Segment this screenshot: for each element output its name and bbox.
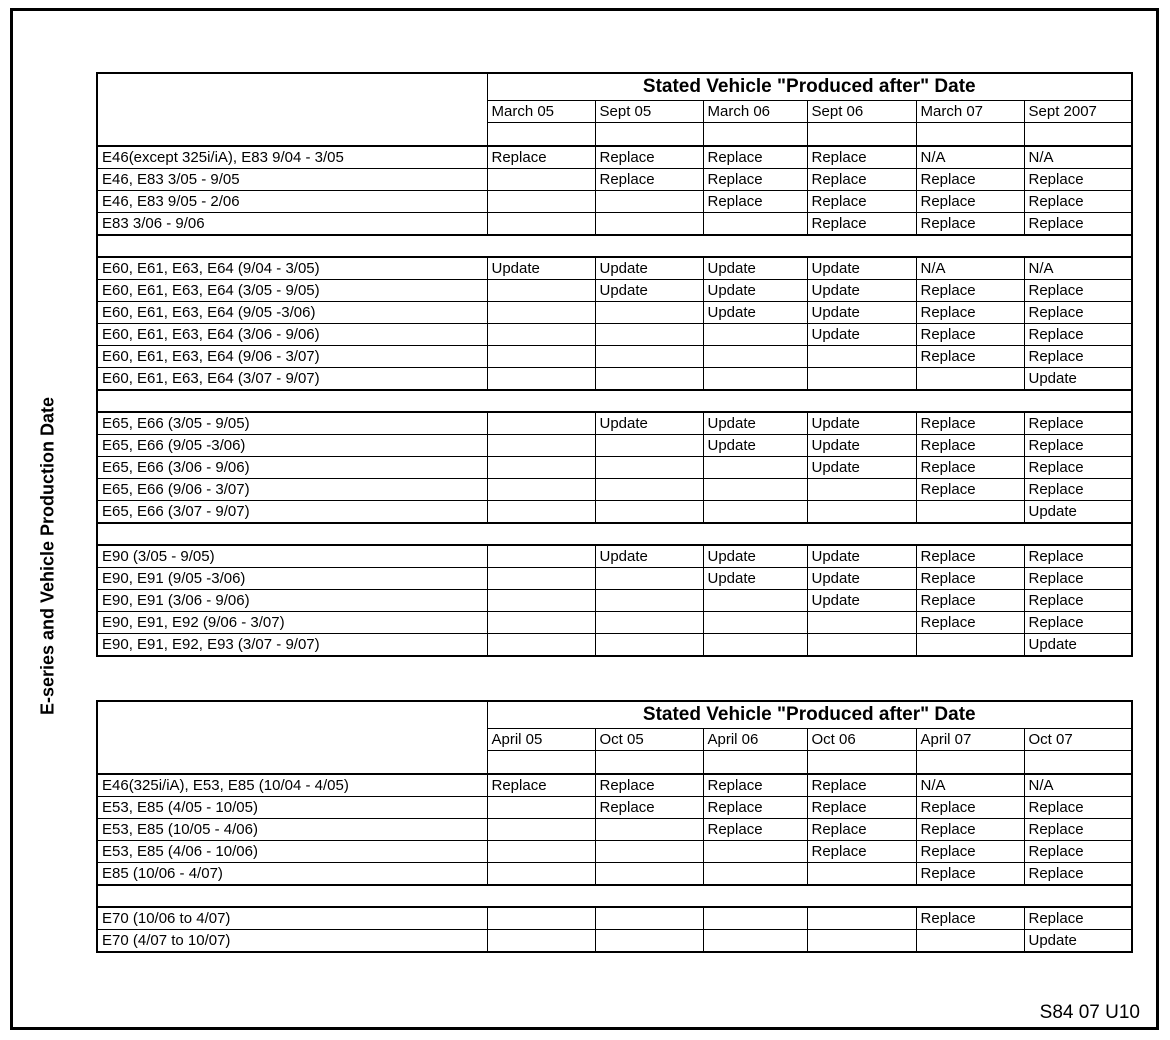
- action-cell: Replace: [1024, 819, 1132, 841]
- table-row: [97, 634, 1132, 657]
- action-cell: Replace: [916, 302, 1024, 324]
- action-cell: Replace: [916, 457, 1024, 479]
- column-header: Sept 06: [807, 101, 916, 123]
- action-cell: [487, 863, 595, 886]
- action-cell: [487, 612, 595, 634]
- action-cell: Replace: [1024, 280, 1132, 302]
- table-row: [97, 568, 1132, 590]
- action-cell: [595, 457, 703, 479]
- action-cell: [916, 501, 1024, 524]
- model-cell: E60, E61, E63, E64 (9/05 -3/06): [97, 302, 487, 324]
- action-cell: Replace: [916, 612, 1024, 634]
- action-cell: [595, 819, 703, 841]
- action-cell: Replace: [703, 169, 807, 191]
- action-cell: Update: [807, 412, 916, 435]
- action-cell: N/A: [916, 257, 1024, 280]
- action-cell: Update: [595, 280, 703, 302]
- table-row: [97, 930, 1132, 953]
- action-cell: Replace: [916, 819, 1024, 841]
- action-cell: Replace: [595, 774, 703, 797]
- action-cell: Replace: [1024, 324, 1132, 346]
- action-cell: [487, 797, 595, 819]
- action-cell: Replace: [916, 863, 1024, 886]
- action-cell: [595, 907, 703, 930]
- action-cell: Update: [1024, 501, 1132, 524]
- action-cell: Replace: [703, 819, 807, 841]
- blank-cell: [487, 751, 595, 775]
- action-cell: [595, 930, 703, 953]
- column-header: March 05: [487, 101, 595, 123]
- action-cell: [487, 191, 595, 213]
- action-cell: Replace: [916, 213, 1024, 236]
- action-cell: [595, 501, 703, 524]
- action-cell: [487, 545, 595, 568]
- model-cell: E60, E61, E63, E64 (9/04 - 3/05): [97, 257, 487, 280]
- action-cell: N/A: [1024, 774, 1132, 797]
- corner-cell: [97, 701, 487, 774]
- action-cell: Replace: [1024, 612, 1132, 634]
- action-cell: Update: [1024, 368, 1132, 391]
- model-cell: E53, E85 (4/06 - 10/06): [97, 841, 487, 863]
- column-header: March 07: [916, 101, 1024, 123]
- action-cell: Replace: [1024, 545, 1132, 568]
- table-row: [97, 213, 1132, 236]
- action-cell: [595, 590, 703, 612]
- separator-cell: [97, 885, 1132, 907]
- action-cell: Replace: [916, 907, 1024, 930]
- blank-cell: [595, 123, 703, 147]
- action-cell: [916, 930, 1024, 953]
- action-cell: [595, 612, 703, 634]
- action-cell: Update: [703, 302, 807, 324]
- model-cell: E60, E61, E63, E64 (3/07 - 9/07): [97, 368, 487, 391]
- action-cell: [487, 324, 595, 346]
- action-cell: [487, 302, 595, 324]
- side-label: E-series and Vehicle Production Date: [37, 396, 58, 716]
- action-cell: [595, 191, 703, 213]
- table-row: [97, 501, 1132, 524]
- action-cell: [703, 324, 807, 346]
- header-row: [97, 701, 1132, 729]
- action-cell: Replace: [1024, 191, 1132, 213]
- action-cell: [703, 590, 807, 612]
- action-cell: [703, 612, 807, 634]
- model-cell: E60, E61, E63, E64 (9/06 - 3/07): [97, 346, 487, 368]
- action-cell: Update: [807, 457, 916, 479]
- action-cell: Replace: [1024, 863, 1132, 886]
- table-row: [97, 863, 1132, 886]
- separator-cell: [97, 523, 1132, 545]
- action-cell: [595, 324, 703, 346]
- table-row: [97, 841, 1132, 863]
- action-cell: [703, 863, 807, 886]
- corner-cell: [97, 73, 487, 146]
- model-cell: E70 (4/07 to 10/07): [97, 930, 487, 953]
- model-cell: E83 3/06 - 9/06: [97, 213, 487, 236]
- table-row: [97, 819, 1132, 841]
- model-cell: E65, E66 (3/05 - 9/05): [97, 412, 487, 435]
- action-cell: [595, 479, 703, 501]
- table-row: [97, 435, 1132, 457]
- action-cell: [487, 819, 595, 841]
- action-cell: [487, 169, 595, 191]
- action-cell: Replace: [1024, 346, 1132, 368]
- action-cell: [487, 501, 595, 524]
- action-cell: [703, 841, 807, 863]
- action-cell: Update: [807, 324, 916, 346]
- action-cell: [595, 368, 703, 391]
- header-title: Stated Vehicle "Produced after" Date: [487, 73, 1132, 101]
- action-cell: Replace: [1024, 169, 1132, 191]
- action-cell: [807, 368, 916, 391]
- action-cell: N/A: [916, 146, 1024, 169]
- action-cell: Replace: [1024, 907, 1132, 930]
- action-cell: N/A: [916, 774, 1024, 797]
- action-cell: Update: [595, 257, 703, 280]
- action-cell: Replace: [1024, 568, 1132, 590]
- table-row: [97, 797, 1132, 819]
- model-cell: E46, E83 9/05 - 2/06: [97, 191, 487, 213]
- action-cell: Replace: [916, 324, 1024, 346]
- action-cell: Replace: [487, 146, 595, 169]
- blank-cell: [703, 123, 807, 147]
- action-cell: Update: [807, 590, 916, 612]
- table-row: [97, 324, 1132, 346]
- model-cell: E53, E85 (10/05 - 4/06): [97, 819, 487, 841]
- column-header: April 07: [916, 729, 1024, 751]
- action-cell: [703, 907, 807, 930]
- action-cell: Replace: [1024, 435, 1132, 457]
- action-cell: Replace: [916, 590, 1024, 612]
- model-cell: E90 (3/05 - 9/05): [97, 545, 487, 568]
- model-cell: E53, E85 (4/05 - 10/05): [97, 797, 487, 819]
- action-cell: Update: [703, 568, 807, 590]
- action-cell: Replace: [916, 479, 1024, 501]
- table-row: [97, 146, 1132, 169]
- action-cell: [595, 213, 703, 236]
- table-row: [97, 169, 1132, 191]
- action-cell: [487, 590, 595, 612]
- column-header: April 06: [703, 729, 807, 751]
- action-cell: [487, 479, 595, 501]
- action-cell: N/A: [1024, 257, 1132, 280]
- blank-cell: [916, 751, 1024, 775]
- action-cell: [595, 634, 703, 657]
- action-cell: [487, 907, 595, 930]
- action-cell: [487, 457, 595, 479]
- header-row: [97, 73, 1132, 101]
- model-cell: E46(325i/iA), E53, E85 (10/04 - 4/05): [97, 774, 487, 797]
- action-cell: Update: [595, 412, 703, 435]
- action-cell: Replace: [807, 169, 916, 191]
- action-cell: Replace: [703, 146, 807, 169]
- action-cell: [807, 612, 916, 634]
- model-cell: E46, E83 3/05 - 9/05: [97, 169, 487, 191]
- action-cell: Replace: [807, 191, 916, 213]
- model-cell: E70 (10/06 to 4/07): [97, 907, 487, 930]
- action-cell: [487, 412, 595, 435]
- action-cell: [595, 302, 703, 324]
- action-cell: Replace: [1024, 302, 1132, 324]
- action-cell: [703, 501, 807, 524]
- table-row: [97, 191, 1132, 213]
- action-cell: Update: [807, 435, 916, 457]
- action-cell: [703, 479, 807, 501]
- group-separator: [97, 390, 1132, 412]
- action-cell: Update: [703, 545, 807, 568]
- action-cell: Replace: [1024, 797, 1132, 819]
- action-cell: Replace: [1024, 412, 1132, 435]
- action-cell: [916, 368, 1024, 391]
- action-cell: Replace: [916, 797, 1024, 819]
- table-row: [97, 280, 1132, 302]
- model-cell: E85 (10/06 - 4/07): [97, 863, 487, 886]
- action-cell: Update: [703, 435, 807, 457]
- figure-code: S84 07 U10: [1039, 1002, 1140, 1023]
- action-cell: [703, 368, 807, 391]
- action-cell: N/A: [1024, 146, 1132, 169]
- action-cell: [595, 435, 703, 457]
- model-cell: E65, E66 (3/07 - 9/07): [97, 501, 487, 524]
- action-cell: [487, 280, 595, 302]
- column-header: Oct 05: [595, 729, 703, 751]
- replacement-table-2: [96, 700, 1133, 953]
- blank-cell: [807, 751, 916, 775]
- action-cell: Replace: [916, 435, 1024, 457]
- action-cell: [807, 907, 916, 930]
- separator-cell: [97, 390, 1132, 412]
- action-cell: Update: [807, 257, 916, 280]
- action-cell: Replace: [1024, 213, 1132, 236]
- group-separator: [97, 235, 1132, 257]
- table-row: [97, 368, 1132, 391]
- action-cell: Replace: [807, 146, 916, 169]
- action-cell: Update: [595, 545, 703, 568]
- column-header: March 06: [703, 101, 807, 123]
- action-cell: [807, 479, 916, 501]
- header-title: Stated Vehicle "Produced after" Date: [487, 701, 1132, 729]
- table-row: [97, 590, 1132, 612]
- action-cell: [487, 930, 595, 953]
- group-separator: [97, 523, 1132, 545]
- action-cell: Replace: [487, 774, 595, 797]
- table-row: [97, 457, 1132, 479]
- action-cell: Replace: [703, 191, 807, 213]
- action-cell: [487, 841, 595, 863]
- model-cell: E60, E61, E63, E64 (3/06 - 9/06): [97, 324, 487, 346]
- table-row: [97, 907, 1132, 930]
- column-header: Sept 05: [595, 101, 703, 123]
- action-cell: Update: [807, 545, 916, 568]
- action-cell: Replace: [1024, 841, 1132, 863]
- table-row: [97, 257, 1132, 280]
- action-cell: [595, 568, 703, 590]
- action-cell: Replace: [916, 545, 1024, 568]
- action-cell: [595, 346, 703, 368]
- action-cell: Update: [487, 257, 595, 280]
- action-cell: [807, 930, 916, 953]
- action-cell: Update: [1024, 634, 1132, 657]
- column-header: Oct 07: [1024, 729, 1132, 751]
- action-cell: [807, 863, 916, 886]
- action-cell: Replace: [807, 774, 916, 797]
- action-cell: Update: [703, 412, 807, 435]
- action-cell: Update: [807, 568, 916, 590]
- model-cell: E65, E66 (9/06 - 3/07): [97, 479, 487, 501]
- action-cell: Update: [1024, 930, 1132, 953]
- action-cell: Update: [807, 302, 916, 324]
- action-cell: [487, 213, 595, 236]
- model-cell: E90, E91, E92, E93 (3/07 - 9/07): [97, 634, 487, 657]
- table-row: [97, 479, 1132, 501]
- action-cell: [807, 501, 916, 524]
- action-cell: [703, 213, 807, 236]
- blank-cell: [1024, 751, 1132, 775]
- model-cell: E65, E66 (9/05 -3/06): [97, 435, 487, 457]
- action-cell: [595, 863, 703, 886]
- action-cell: [487, 368, 595, 391]
- action-cell: Replace: [807, 797, 916, 819]
- model-cell: E46(except 325i/iA), E83 9/04 - 3/05: [97, 146, 487, 169]
- action-cell: [487, 346, 595, 368]
- model-cell: E90, E91 (3/06 - 9/06): [97, 590, 487, 612]
- action-cell: [916, 634, 1024, 657]
- action-cell: [703, 634, 807, 657]
- action-cell: [703, 930, 807, 953]
- action-cell: Replace: [916, 169, 1024, 191]
- action-cell: Replace: [916, 346, 1024, 368]
- table-row: [97, 612, 1132, 634]
- blank-cell: [916, 123, 1024, 147]
- action-cell: [703, 457, 807, 479]
- model-cell: E60, E61, E63, E64 (3/05 - 9/05): [97, 280, 487, 302]
- action-cell: Replace: [807, 841, 916, 863]
- action-cell: Replace: [916, 412, 1024, 435]
- replacement-table-1: [96, 72, 1133, 657]
- action-cell: Replace: [916, 280, 1024, 302]
- column-header: April 05: [487, 729, 595, 751]
- table-row: [97, 346, 1132, 368]
- column-header: Sept 2007: [1024, 101, 1132, 123]
- action-cell: Replace: [703, 774, 807, 797]
- action-cell: Replace: [916, 568, 1024, 590]
- action-cell: Replace: [1024, 457, 1132, 479]
- blank-cell: [1024, 123, 1132, 147]
- action-cell: Update: [807, 280, 916, 302]
- action-cell: Replace: [595, 797, 703, 819]
- action-cell: [595, 841, 703, 863]
- action-cell: Replace: [595, 169, 703, 191]
- table-row: [97, 302, 1132, 324]
- blank-cell: [487, 123, 595, 147]
- action-cell: [487, 568, 595, 590]
- blank-cell: [703, 751, 807, 775]
- model-cell: E90, E91 (9/05 -3/06): [97, 568, 487, 590]
- table-row: [97, 545, 1132, 568]
- action-cell: Update: [703, 280, 807, 302]
- column-header: Oct 06: [807, 729, 916, 751]
- blank-cell: [807, 123, 916, 147]
- action-cell: Replace: [916, 841, 1024, 863]
- action-cell: [703, 346, 807, 368]
- action-cell: [807, 634, 916, 657]
- action-cell: [807, 346, 916, 368]
- model-cell: E65, E66 (3/06 - 9/06): [97, 457, 487, 479]
- blank-cell: [595, 751, 703, 775]
- action-cell: [487, 435, 595, 457]
- action-cell: [487, 634, 595, 657]
- action-cell: Replace: [916, 191, 1024, 213]
- group-separator: [97, 885, 1132, 907]
- action-cell: Replace: [595, 146, 703, 169]
- action-cell: Replace: [1024, 590, 1132, 612]
- action-cell: Update: [703, 257, 807, 280]
- action-cell: Replace: [703, 797, 807, 819]
- table-row: [97, 774, 1132, 797]
- model-cell: E90, E91, E92 (9/06 - 3/07): [97, 612, 487, 634]
- action-cell: Replace: [807, 819, 916, 841]
- separator-cell: [97, 235, 1132, 257]
- table-row: [97, 412, 1132, 435]
- action-cell: Replace: [1024, 479, 1132, 501]
- action-cell: Replace: [807, 213, 916, 236]
